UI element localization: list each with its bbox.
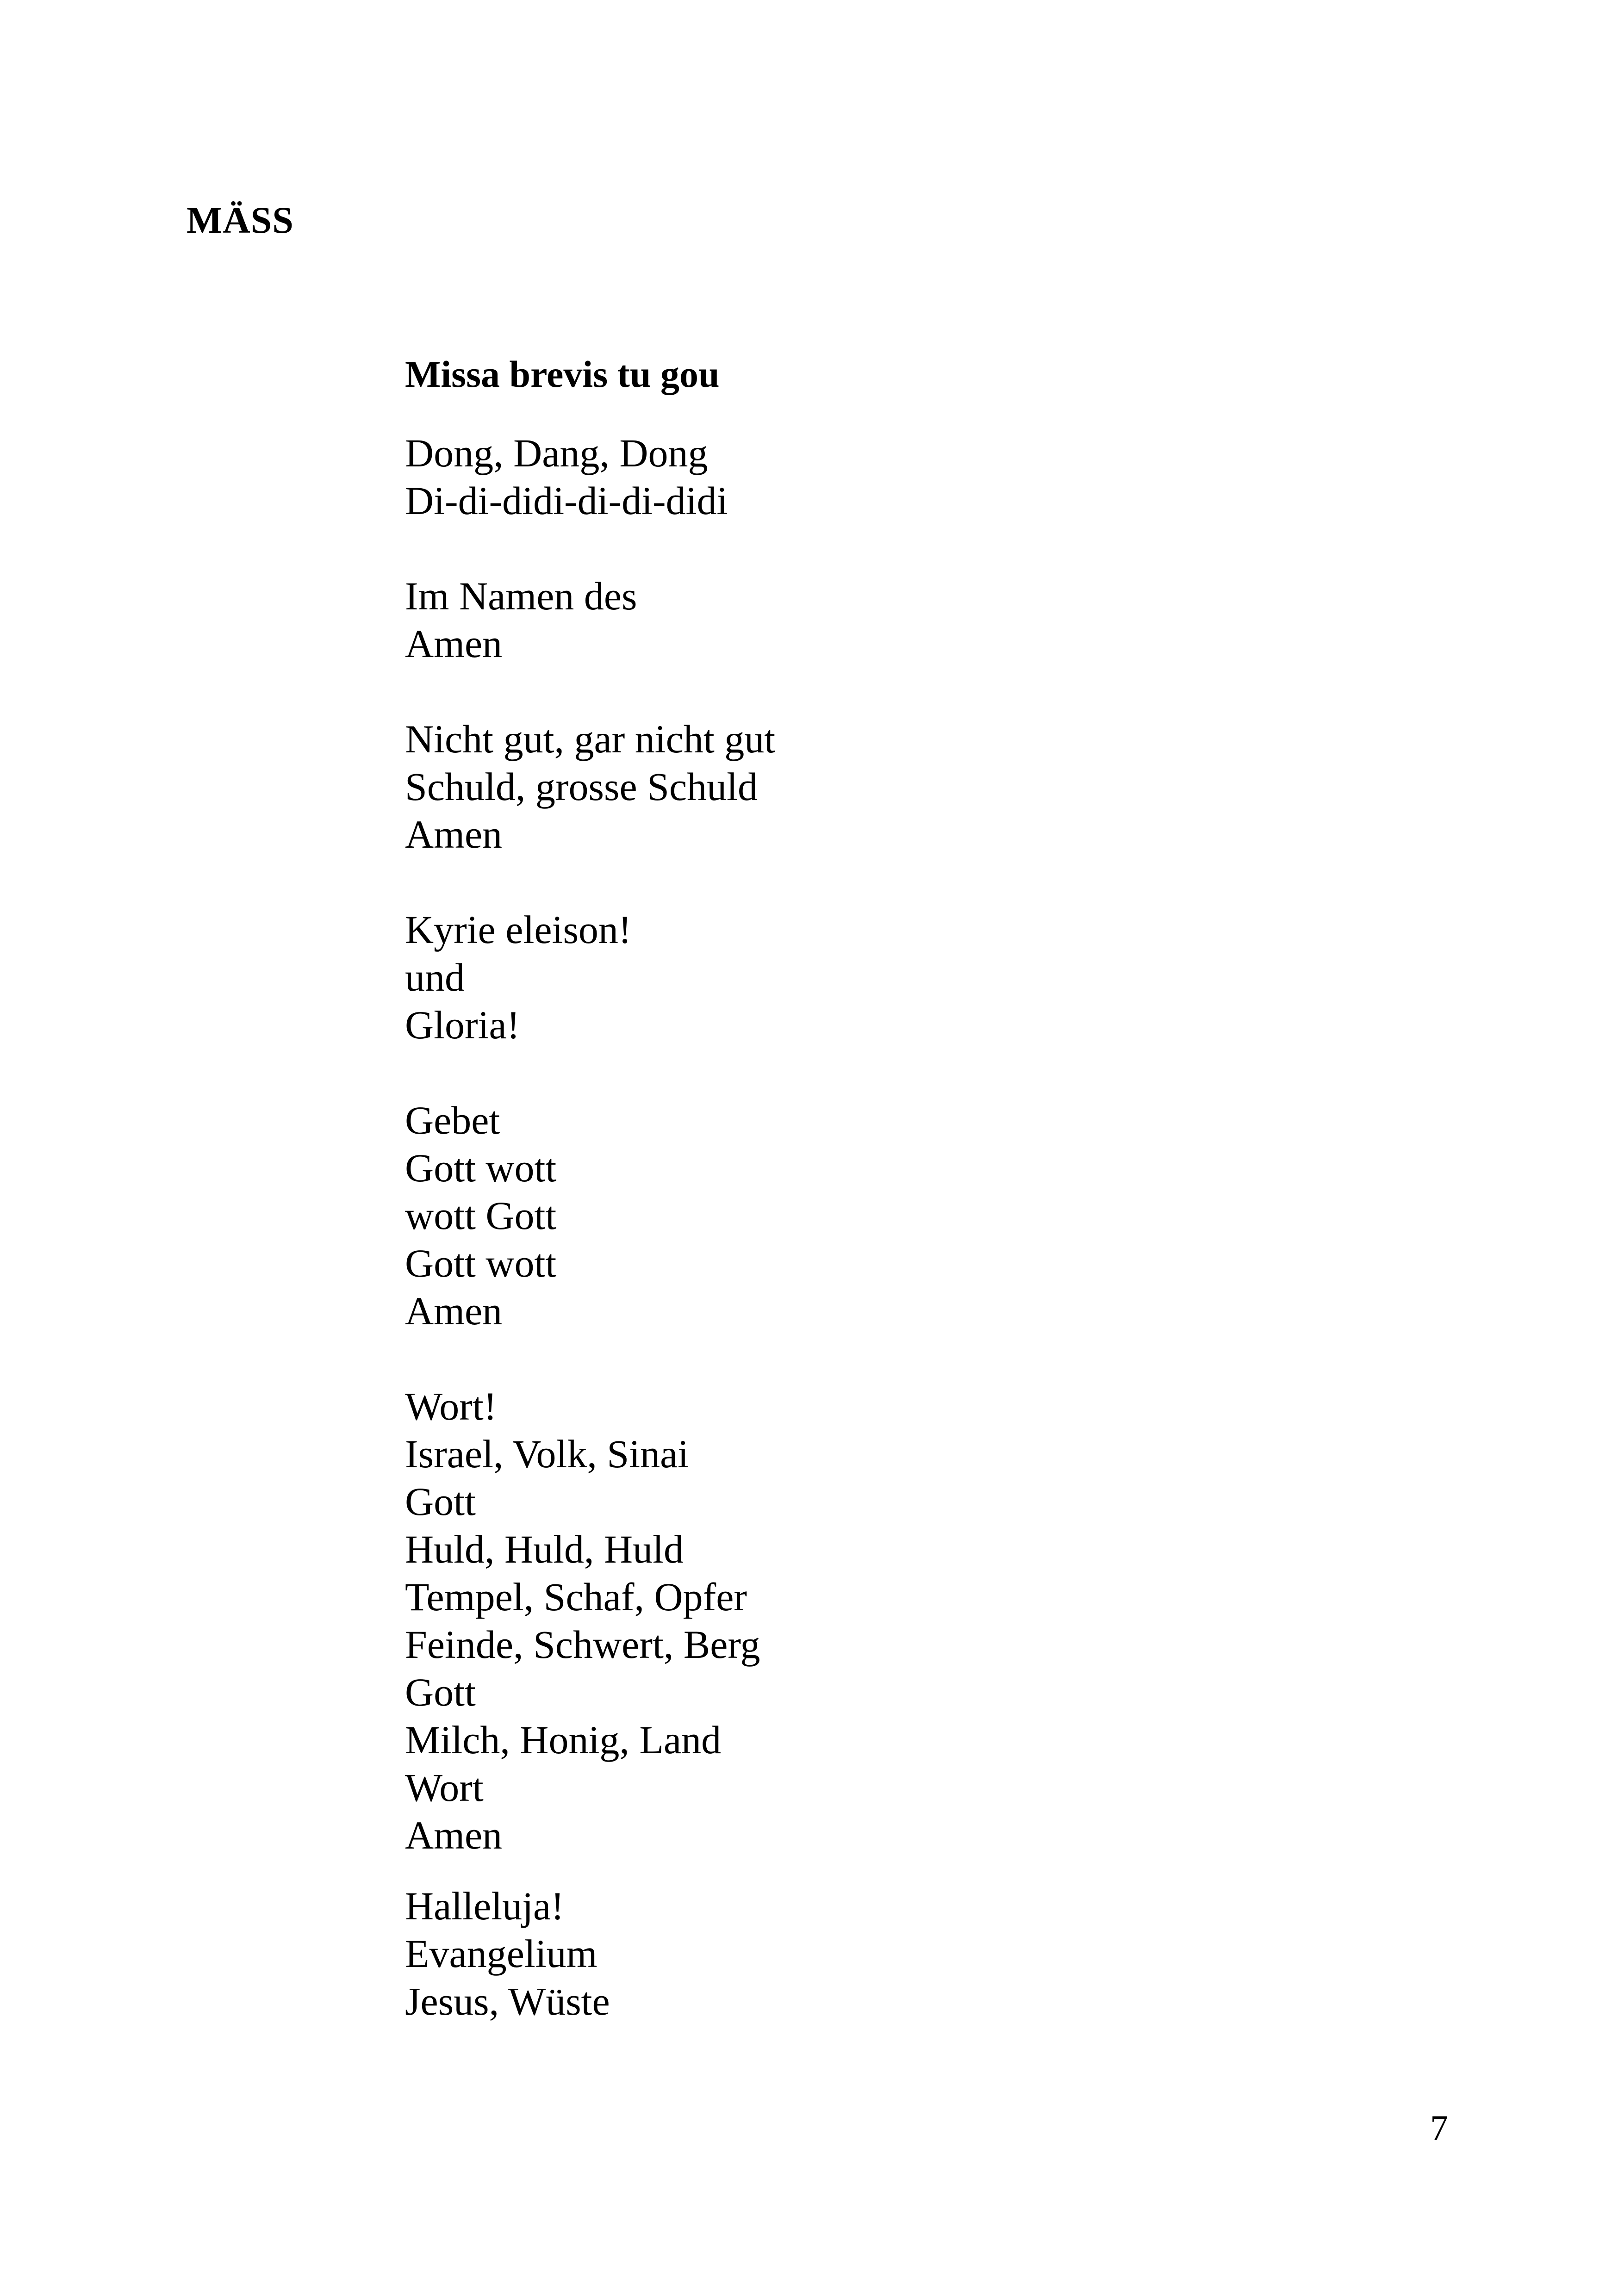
poem-line: Gebet	[405, 1098, 500, 1143]
poem	[405, 352, 1423, 2073]
poem-line: Evangelium	[405, 1931, 597, 1976]
stanza-3	[405, 715, 1423, 858]
poem-line: Jesus, Wüste	[405, 1979, 610, 2024]
stanza-2	[405, 572, 1423, 668]
stanza-5	[405, 1097, 1423, 1335]
poem-line: Im Namen des	[405, 574, 637, 619]
poem-line: Amen	[405, 621, 503, 666]
poem-line: Halleluja!	[405, 1884, 564, 1929]
poem-line: Gloria!	[405, 1003, 520, 1048]
poem-line: Amen	[405, 1813, 503, 1858]
poem-line: Nicht gut, gar nicht gut	[405, 717, 776, 762]
poem-line: Huld, Huld, Huld	[405, 1527, 684, 1572]
poem-line: Wort	[405, 1765, 484, 1810]
poem-line: Gott wott	[405, 1146, 557, 1191]
poem-line: Gott wott	[405, 1241, 557, 1286]
poem-line: Milch, Honig, Land	[405, 1718, 722, 1762]
poem-line: wott Gott	[405, 1193, 557, 1238]
poem-line: Amen	[405, 812, 503, 857]
poem-line: Gott	[405, 1670, 476, 1715]
poem-line: Wort!	[405, 1384, 497, 1429]
poem-line: Dong, Dang, Dong	[405, 431, 708, 476]
poem-line: Di-di-didi-di-di-didi	[405, 478, 728, 523]
page-heading: MÄSS	[187, 199, 294, 241]
poem-line: Feinde, Schwert, Berg	[405, 1622, 760, 1667]
poem-title: Missa brevis tu gou	[405, 353, 720, 395]
poem-line: Gott	[405, 1479, 476, 1524]
poem-line: Amen	[405, 1289, 503, 1334]
poem-line: Tempel, Schaf, Opfer	[405, 1575, 747, 1620]
poem-line: Kyrie eleison!	[405, 907, 632, 952]
stanza-6	[405, 1383, 1423, 1859]
stanza-1	[405, 429, 1423, 525]
page-number: 7	[1430, 2108, 1448, 2148]
poem-line: Schuld, grosse Schuld	[405, 764, 758, 809]
stanza-7	[405, 1882, 1423, 2025]
poem-line: und	[405, 955, 465, 1000]
poem-line: Israel, Volk, Sinai	[405, 1432, 689, 1477]
stanza-4	[405, 906, 1423, 1049]
